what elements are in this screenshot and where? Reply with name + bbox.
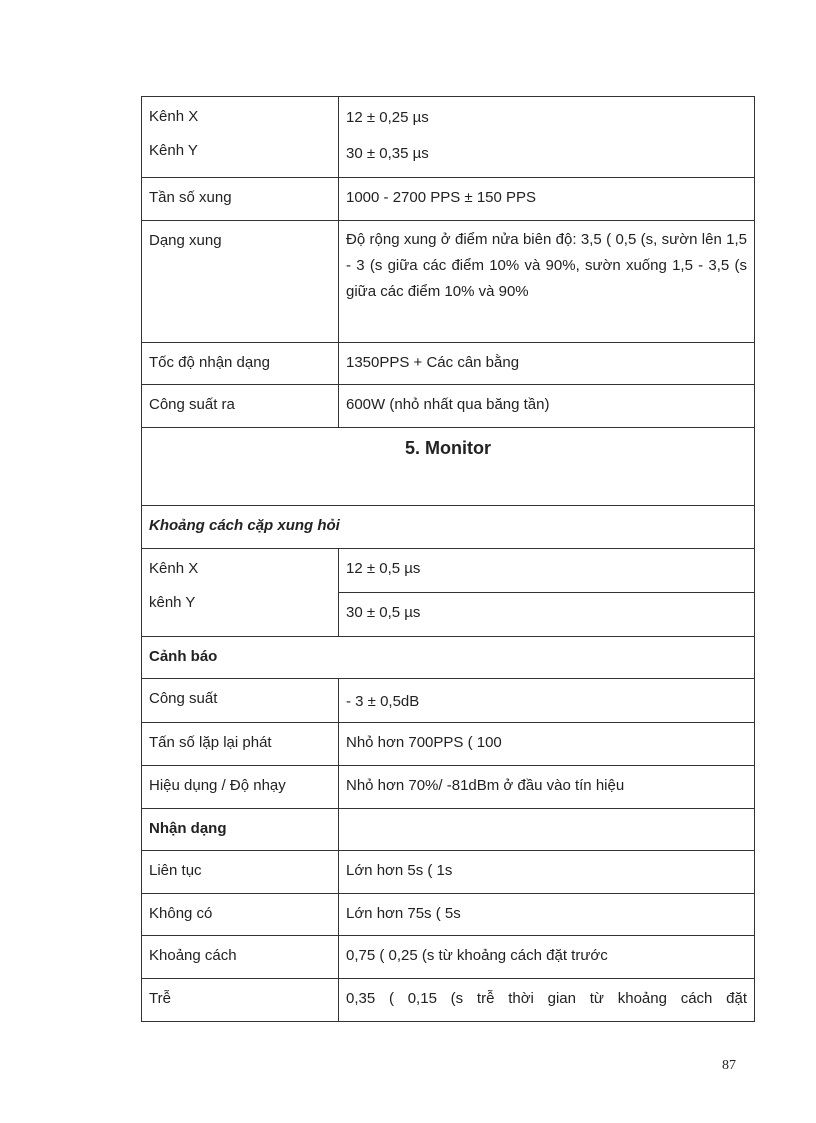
table-row (142, 506, 755, 549)
hieu-dung-label: Hiệu dụng / Độ nhạy (142, 766, 339, 809)
table-row (142, 766, 755, 809)
table-row (142, 851, 755, 894)
cong-suat-label: Công suất (142, 679, 339, 723)
cong-suat-ra-value: 600W (nhỏ nhất qua băng tần) (339, 385, 755, 428)
lien-tuc-value: Lớn hơn 5s ( 1s (339, 851, 755, 894)
table-row (142, 809, 755, 851)
nhan-dang-heading: Nhận dạng (142, 809, 339, 851)
table-row (142, 221, 755, 343)
table-row (142, 178, 755, 221)
kenh-x-label-2: Kênh X (149, 560, 199, 577)
spec-table (141, 96, 755, 1022)
tan-so-lap-value: Nhỏ hơn 700PPS ( 100 (339, 723, 755, 766)
table-row (142, 723, 755, 766)
dang-xung-label: Dạng xung (142, 221, 339, 343)
toc-do-label: Tốc độ nhận dạng (142, 343, 339, 385)
tre-value: 0,35 ( 0,15 (s trễ thời gian từ khoảng cách đặt (339, 979, 755, 1022)
tre-label: Trễ (142, 979, 339, 1022)
dang-xung-value: Độ rộng xung ở điểm nửa biên độ: 3,5 ( 0,5 (s, sườn lên 1,5 - 3 (s giữa các điểm 10% và 90%, sườn xuống 1,5 - 3,5 (s giữa các điểm 10% và 90% (339, 221, 755, 343)
table-row (142, 637, 755, 679)
table-row (142, 979, 755, 1022)
khong-co-label: Không có (142, 894, 339, 936)
table-row (142, 549, 755, 593)
kenh-x-value-2: 12 ± 0,5 µs (339, 549, 755, 593)
khoang-cach-value: 0,75 ( 0,25 (s từ khoảng cách đặt trước (339, 936, 755, 979)
kenh-y-value: 30 ± 0,35 µs (346, 145, 429, 162)
table-row (142, 428, 755, 506)
khoang-cach-label: Khoảng cách (142, 936, 339, 979)
table-row (142, 936, 755, 979)
table-row (142, 894, 755, 936)
table-row (142, 97, 755, 178)
kenh-x-label: Kênh X (149, 108, 199, 125)
section-title: 5. Monitor (142, 428, 755, 506)
table-row (142, 343, 755, 385)
canh-bao-heading: Cảnh báo (142, 637, 755, 679)
kenh-y-label-2: kênh Y (149, 594, 196, 611)
toc-do-value: 1350PPS + Các cân bằng (339, 343, 755, 385)
channel-values-cell (339, 97, 755, 178)
table-row (142, 385, 755, 428)
tan-so-xung-label: Tần số xung (142, 178, 339, 221)
tan-so-lap-label: Tấn số lặp lại phát (142, 723, 339, 766)
table-row (142, 679, 755, 723)
channel-labels-cell (142, 97, 339, 178)
lien-tuc-label: Liên tục (142, 851, 339, 894)
kenh-x-value: 12 ± 0,25 µs (346, 109, 429, 126)
khoang-cach-cap-heading: Khoảng cách cặp xung hỏi (142, 506, 755, 549)
channel-labels-cell-2 (142, 549, 339, 637)
cong-suat-ra-label: Công suất ra (142, 385, 339, 428)
khong-co-value: Lớn hơn 75s ( 5s (339, 894, 755, 936)
empty-cell (339, 809, 755, 851)
kenh-y-value-2: 30 ± 0,5 µs (339, 593, 755, 637)
kenh-y-label: Kênh Y (149, 142, 198, 159)
tan-so-xung-value: 1000 - 2700 PPS ± 150 PPS (339, 178, 755, 221)
cong-suat-value: - 3 ± 0,5dB (339, 679, 755, 723)
page-number: 87 (722, 1058, 736, 1073)
hieu-dung-value: Nhỏ hơn 70%/ -81dBm ở đầu vào tín hiệu (339, 766, 755, 809)
